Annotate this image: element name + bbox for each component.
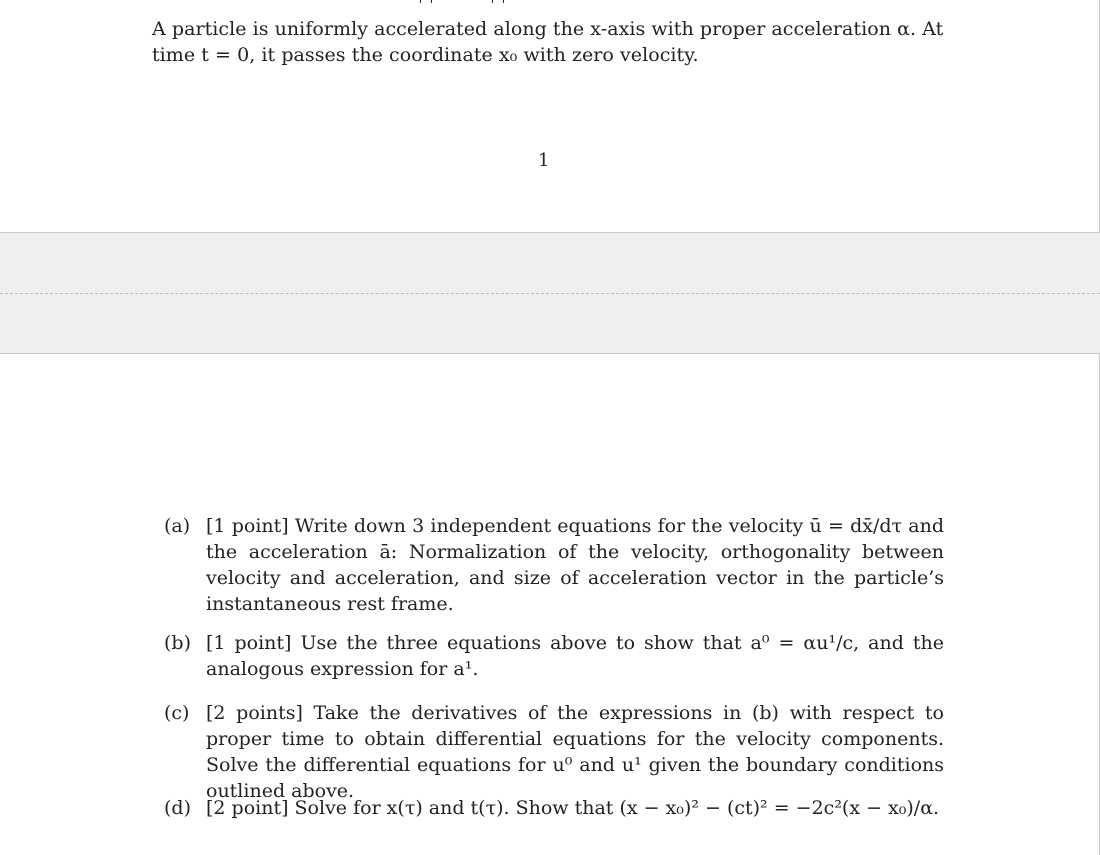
clipped-text-line — [420, 0, 620, 3]
problem-parts-list — [164, 513, 944, 825]
part-label: (b) — [164, 632, 191, 654]
part-label: (a) — [164, 515, 191, 537]
problem-part-d — [164, 795, 944, 825]
part-text: [2 point] Solve for x(τ) and t(τ). Show that (x − x₀)² − (ct)² = −2c²(x − x₀)/α. — [206, 797, 940, 819]
problem-intro: A particle is uniformly accelerated along the x-axis with proper acceleration α. At time t = 0, it passes the coordinate x₀ with zero velocity. — [152, 18, 944, 66]
problem-part-c — [164, 700, 944, 802]
document-page-2 — [0, 353, 1100, 855]
problem-part-b — [164, 630, 944, 700]
part-text: [1 point] Use the three equations above to show that a⁰ = αu¹/c, and the analogous expression for a¹. — [206, 632, 944, 680]
page-number: 1 — [538, 150, 550, 171]
document-page-1 — [0, 0, 1100, 233]
part-label: (d) — [164, 797, 191, 819]
part-text: [1 point] Write down 3 independent equations for the velocity ū = dx̄/dτ and the acceleration ā: Normalization of the velocity, orthogonality between velocity and acceleration, and size of acceleration vector in the particle’s instantaneous rest frame. — [206, 515, 944, 615]
page-separator — [0, 293, 1100, 294]
part-text: [2 points] Take the derivatives of the expressions in (b) with respect to proper time to obtain differential equations for the velocity components. Solve the differential equations for u⁰ and u¹ given the boundary conditions outlined above. — [206, 702, 944, 802]
part-label: (c) — [164, 702, 190, 724]
problem-part-a — [164, 513, 944, 630]
